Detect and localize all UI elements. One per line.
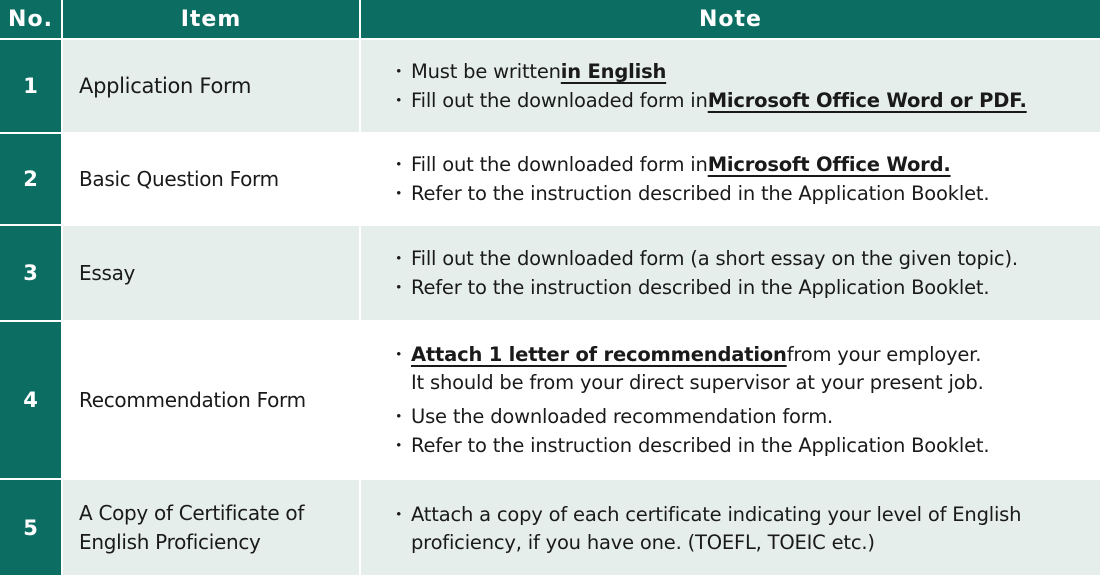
row-note: [361, 40, 1100, 132]
bullet: ・: [389, 276, 409, 299]
note-line: ・ Fill out the downloaded form (a short essay on the given topic).: [389, 244, 1100, 273]
row-item: Application Form: [63, 40, 359, 132]
note-line: ・ Attach a copy of each certificate indicating your level of English: [389, 500, 1100, 529]
note-line: ・ Must be written in English: [389, 57, 1100, 86]
bullet: ・: [389, 153, 409, 176]
row-item: [63, 480, 359, 575]
note-line: ・ Refer to the instruction described in the Application Booklet.: [389, 179, 1100, 208]
row-number: 5: [0, 480, 61, 575]
bullet: ・: [389, 343, 409, 366]
emphasis: Microsoft Office Word.: [707, 153, 951, 176]
note-line: ・ Refer to the instruction described in the Application Booklet.: [389, 273, 1100, 302]
row-note: [361, 480, 1100, 575]
row-item-line: English Proficiency: [79, 529, 261, 554]
header-no: No.: [0, 0, 61, 38]
bullet: ・: [389, 502, 409, 526]
header-note: Note: [361, 0, 1100, 38]
bullet: ・: [389, 247, 409, 270]
row-item: Recommendation Form: [63, 322, 359, 478]
row-item: Essay: [63, 226, 359, 320]
bullet: ・: [389, 60, 409, 83]
bullet: ・: [389, 434, 409, 457]
row-note: [361, 226, 1100, 320]
emphasis: Microsoft Office Word or PDF.: [707, 89, 1027, 112]
bullet: ・: [389, 405, 409, 428]
emphasis: Attach 1 letter of recommendation: [411, 343, 787, 366]
note-line: ・ Use the downloaded recommendation form.: [389, 402, 1100, 431]
note-line: ・ Refer to the instruction described in the Application Booklet.: [389, 431, 1100, 460]
row-number: 1: [0, 40, 61, 132]
note-line: ・ Attach 1 letter of recommendation from your employer.: [389, 340, 1100, 369]
note-continuation: It should be from your direct supervisor at your present job.: [411, 371, 984, 394]
bullet: ・: [389, 89, 409, 112]
note-line: ・ Fill out the downloaded form in Microsoft Office Word or PDF.: [389, 86, 1100, 115]
row-number: 3: [0, 226, 61, 320]
row-item: Basic Question Form: [63, 134, 359, 224]
row-note: [361, 134, 1100, 224]
row-item-line: A Copy of Certificate of: [79, 500, 305, 525]
header-item: Item: [63, 0, 359, 38]
emphasis: in English: [560, 60, 667, 83]
row-number: 4: [0, 322, 61, 478]
note-line: ・ Fill out the downloaded form in Microsoft Office Word.: [389, 150, 1100, 179]
row-number: 2: [0, 134, 61, 224]
row-note: [361, 322, 1100, 478]
bullet: ・: [389, 182, 409, 205]
note-continuation: proficiency, if you have one. (TOEFL, TOEIC etc.): [411, 530, 875, 554]
